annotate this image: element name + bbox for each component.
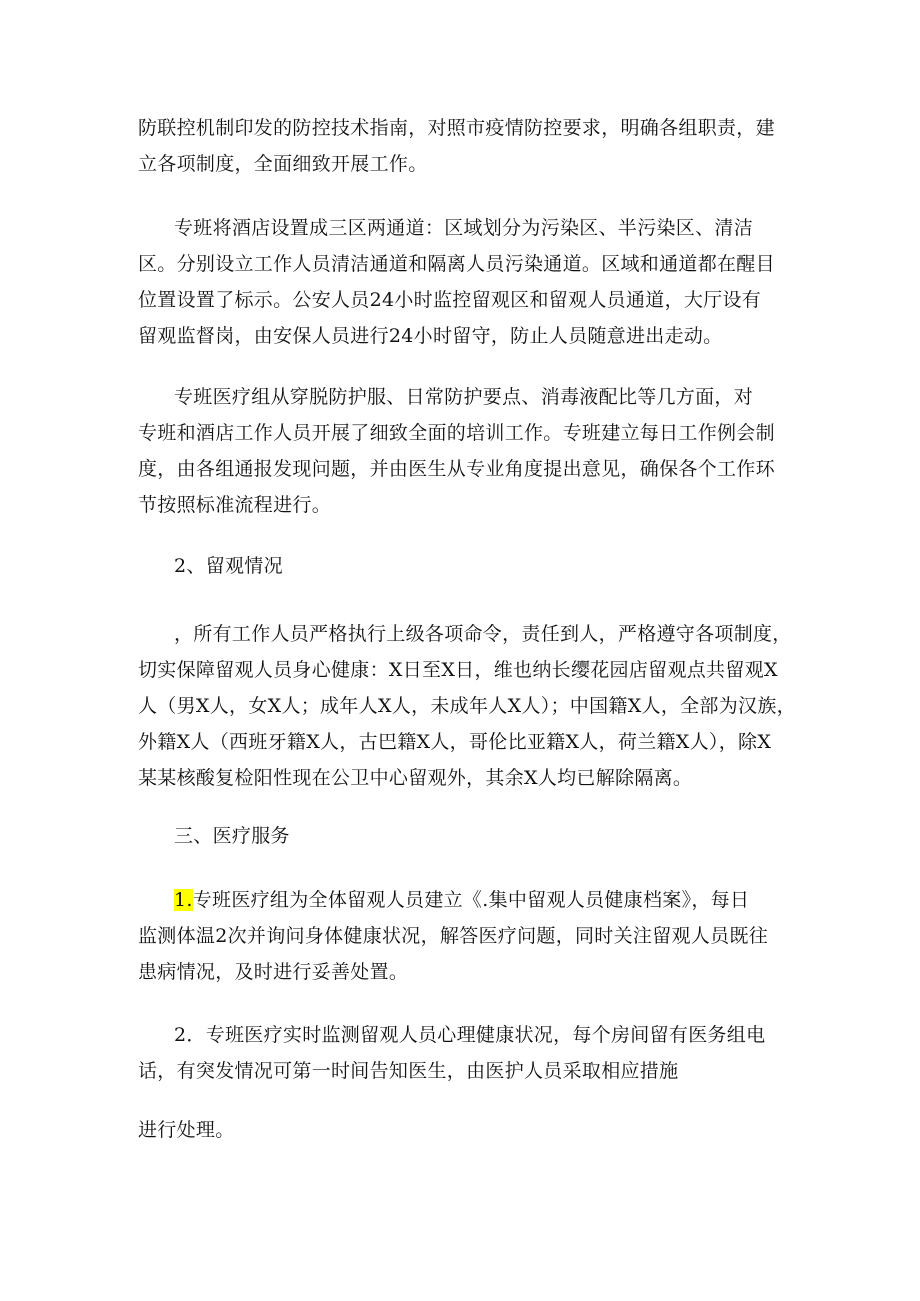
paragraph-line: 专班和酒店工作人员开展了细致全面的培训工作。专班建立每日工作例会制 <box>138 422 775 444</box>
paragraph-line: 度，由各组通报发现问题，并由医生从专业角度提出意见，确保各个工作环 <box>138 458 775 480</box>
paragraph-line: 话，有突发情况可第一时间告知医生，由医护人员采取相应措施 <box>138 1060 679 1082</box>
paragraph-line: 某某核酸复检阳性现在公卫中心留观外，其余X人均已解除隔离。 <box>138 767 693 789</box>
paragraph-7 <box>138 1112 798 1148</box>
paragraph-6 <box>138 1017 798 1089</box>
paragraph-line: 立各项制度，全面细致开展工作。 <box>138 153 428 175</box>
paragraph-line: 2．专班医疗实时监测留观人员心理健康状况，每个房间留有医务组电 <box>174 1024 766 1046</box>
paragraph-line: 留观监督岗，由安保人员进行24小时留守，防止人员随意进出走动。 <box>138 325 723 347</box>
paragraph-line: 节按照标准流程进行。 <box>138 494 332 516</box>
section-heading-observation <box>138 548 798 584</box>
paragraph-line: 专班将酒店设置成三区两通道：区域划分为污染区、半污染区、清洁 <box>174 217 754 239</box>
paragraph-line: 监测体温2次并询问身体健康状况，解答医疗问题，同时关注留观人员既往 <box>138 925 768 947</box>
highlighted-list-marker: 1. <box>174 889 193 911</box>
paragraph-1 <box>138 110 798 182</box>
heading-text: 三、医疗服务 <box>174 825 290 847</box>
section-heading-medical <box>138 818 798 854</box>
paragraph-line: 位置设置了标示。公安人员24小时监控留观区和留观人员通道，大厅设有 <box>138 289 762 311</box>
paragraph-line: 防联控机制印发的防控技术指南，对照市疫情防控要求，明确各组职责，建 <box>138 117 775 139</box>
paragraph-line <box>138 882 798 918</box>
paragraph-line: 区。分别设立工作人员清洁通道和隔离人员污染通道。区域和通道都在醒目 <box>138 253 775 275</box>
paragraph-line: 专班医疗组从穿脱防护服、日常防护要点、消毒液配比等几方面，对 <box>174 386 754 408</box>
paragraph-line: 人（男X人，女X人；成年人X人，未成年人X人）；中国籍X人，全部为汉族， <box>138 695 796 717</box>
paragraph-line: 切实保障留观人员身心健康：X日至X日，维也纳长缨花园店留观点共留观X <box>138 659 778 681</box>
paragraph-line: 进行处理。 <box>138 1119 235 1141</box>
paragraph-3 <box>138 379 798 523</box>
heading-text: 2、留观情况 <box>174 555 283 577</box>
paragraph-4 <box>138 616 798 796</box>
paragraph-line: 外籍X人（西班牙籍X人，古巴籍X人，哥伦比亚籍X人，荷兰籍X人），除X <box>138 731 772 753</box>
paragraph-line: 患病情况，及时进行妥善处置。 <box>138 961 409 983</box>
paragraph-5 <box>138 882 798 990</box>
paragraph-line-text: 专班医疗组为全体留观人员建立《.集中留观人员健康档案》，每日 <box>192 889 750 911</box>
paragraph-line: ，所有工作人员严格执行上级各项命令，责任到人，严格遵守各项制度， <box>174 623 792 645</box>
paragraph-2 <box>138 210 798 354</box>
